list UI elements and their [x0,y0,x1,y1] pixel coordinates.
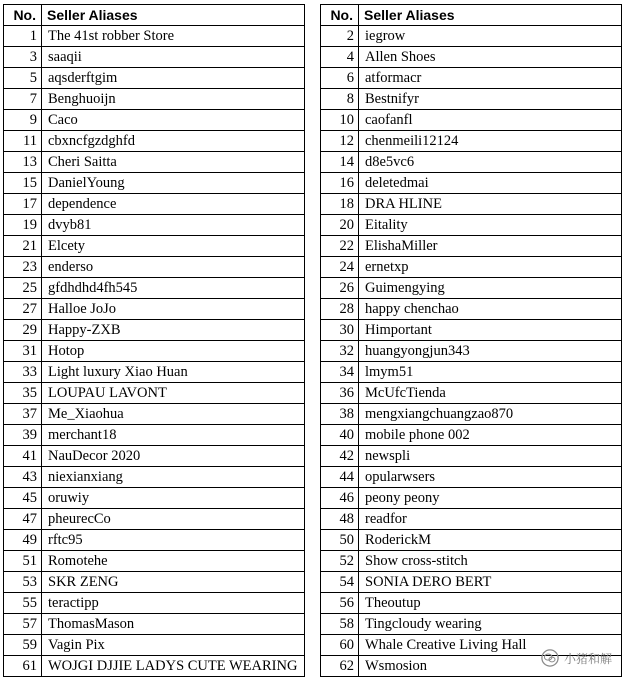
seller-alias: NauDecor 2020 [42,446,305,467]
row-number: 9 [4,110,42,131]
seller-alias: Happy-ZXB [42,320,305,341]
column-header-no: No. [4,5,42,26]
row-number: 2 [321,26,359,47]
row-number: 42 [321,446,359,467]
row-number: 62 [321,656,359,677]
seller-alias: caofanfl [359,110,622,131]
seller-alias: RoderickM [359,530,622,551]
seller-alias: Wsmosion [359,656,622,677]
row-number: 38 [321,404,359,425]
seller-alias: lmym51 [359,362,622,383]
seller-alias: dependence [42,194,305,215]
row-number: 23 [4,257,42,278]
row-number: 28 [321,299,359,320]
seller-alias: Vagin Pix [42,635,305,656]
row-number: 12 [321,131,359,152]
seller-alias: Hotop [42,341,305,362]
row-number: 48 [321,509,359,530]
table-row [321,47,622,68]
table-row [321,131,622,152]
seller-alias: newspli [359,446,622,467]
table-row [321,215,622,236]
row-number: 34 [321,362,359,383]
seller-alias: happy chenchao [359,299,622,320]
seller-alias: Halloe JoJo [42,299,305,320]
seller-alias: Theoutup [359,593,622,614]
seller-alias: SONIA DERO BERT [359,572,622,593]
row-number: 16 [321,173,359,194]
table-row [321,467,622,488]
seller-alias: Benghuoijn [42,89,305,110]
table-row [321,593,622,614]
table-row [321,173,622,194]
table-row [4,26,305,47]
seller-alias: atformacr [359,68,622,89]
seller-alias: ElishaMiller [359,236,622,257]
table-row [4,152,305,173]
seller-alias: Romotehe [42,551,305,572]
row-number: 22 [321,236,359,257]
table-row [4,68,305,89]
row-number: 13 [4,152,42,173]
table-row [321,446,622,467]
table-row [321,383,622,404]
seller-alias: merchant18 [42,425,305,446]
seller-alias: Me_Xiaohua [42,404,305,425]
table-row [4,488,305,509]
seller-alias: d8e5vc6 [359,152,622,173]
seller-alias: dvyb81 [42,215,305,236]
row-number: 24 [321,257,359,278]
seller-alias: Caco [42,110,305,131]
row-number: 33 [4,362,42,383]
seller-alias: Cheri Saitta [42,152,305,173]
table-row [4,131,305,152]
row-number: 40 [321,425,359,446]
seller-alias: opularwsers [359,467,622,488]
table-row [4,404,305,425]
seller-alias: teractipp [42,593,305,614]
seller-alias: Guimengying [359,278,622,299]
table-row [321,614,622,635]
row-number: 8 [321,89,359,110]
table-row [4,362,305,383]
row-number: 43 [4,467,42,488]
row-number: 61 [4,656,42,677]
row-number: 31 [4,341,42,362]
table-row [4,383,305,404]
row-number: 26 [321,278,359,299]
table-row [4,509,305,530]
table-row [321,530,622,551]
seller-alias: Light luxury Xiao Huan [42,362,305,383]
row-number: 14 [321,152,359,173]
table-row [321,488,622,509]
seller-alias: rftc95 [42,530,305,551]
table-row [321,236,622,257]
seller-alias: Allen Shoes [359,47,622,68]
table-row [4,89,305,110]
seller-alias-table-right [320,4,622,677]
row-number: 30 [321,320,359,341]
seller-alias: chenmeili12124 [359,131,622,152]
row-number: 15 [4,173,42,194]
seller-alias: Tingcloudy wearing [359,614,622,635]
seller-alias: mengxiangchuangzao870 [359,404,622,425]
table-row [4,47,305,68]
table-row [321,278,622,299]
table-row [321,26,622,47]
row-number: 54 [321,572,359,593]
row-number: 45 [4,488,42,509]
row-number: 5 [4,68,42,89]
seller-alias: readfor [359,509,622,530]
seller-alias: Eitality [359,215,622,236]
row-number: 52 [321,551,359,572]
table-row [4,614,305,635]
table-header-row [4,5,305,26]
table-body-right [321,26,622,677]
row-number: 27 [4,299,42,320]
seller-alias: enderso [42,257,305,278]
table-row [4,530,305,551]
row-number: 41 [4,446,42,467]
row-number: 19 [4,215,42,236]
watermark-text: 小猪和解 [563,651,612,666]
row-number: 46 [321,488,359,509]
table-row [321,194,622,215]
row-number: 44 [321,467,359,488]
table-row [4,425,305,446]
table-row [321,257,622,278]
row-number: 18 [321,194,359,215]
row-number: 56 [321,593,359,614]
row-number: 17 [4,194,42,215]
table-row [321,425,622,446]
table-row [321,509,622,530]
row-number: 49 [4,530,42,551]
table-row [321,404,622,425]
seller-alias: oruwiy [42,488,305,509]
seller-alias: deletedmai [359,173,622,194]
row-number: 35 [4,383,42,404]
wechat-icon [541,649,559,667]
seller-alias: iegrow [359,26,622,47]
seller-alias: Himportant [359,320,622,341]
table-row [4,110,305,131]
row-number: 39 [4,425,42,446]
table-row [4,173,305,194]
table-row [321,320,622,341]
seller-alias: cbxncfgzdghfd [42,131,305,152]
table-row [321,572,622,593]
seller-alias: pheurecCo [42,509,305,530]
seller-alias: saaqii [42,47,305,68]
table-header-row [321,5,622,26]
table-row [321,341,622,362]
table-body-left [4,26,305,677]
row-number: 37 [4,404,42,425]
seller-alias: Show cross-stitch [359,551,622,572]
row-number: 60 [321,635,359,656]
row-number: 20 [321,215,359,236]
watermark [541,649,612,667]
seller-alias: LOUPAU LAVONT [42,383,305,404]
table-row [4,320,305,341]
seller-alias: ernetxp [359,257,622,278]
table-row [4,299,305,320]
row-number: 7 [4,89,42,110]
seller-alias: Elcety [42,236,305,257]
table-row [4,236,305,257]
row-number: 4 [321,47,359,68]
row-number: 47 [4,509,42,530]
table-row [321,551,622,572]
row-number: 50 [321,530,359,551]
table-row [4,656,305,677]
table-row [321,110,622,131]
row-number: 57 [4,614,42,635]
row-number: 25 [4,278,42,299]
table-row [4,278,305,299]
seller-alias: DanielYoung [42,173,305,194]
table-row [4,551,305,572]
seller-alias: ThomasMason [42,614,305,635]
row-number: 6 [321,68,359,89]
table-row [4,194,305,215]
seller-alias: peony peony [359,488,622,509]
seller-alias: niexianxiang [42,467,305,488]
seller-alias: SKR ZENG [42,572,305,593]
seller-alias: McUfcTienda [359,383,622,404]
table-row [321,152,622,173]
table-row [4,572,305,593]
row-number: 58 [321,614,359,635]
seller-alias: mobile phone 002 [359,425,622,446]
table-row [4,467,305,488]
row-number: 32 [321,341,359,362]
table-row [321,362,622,383]
row-number: 53 [4,572,42,593]
row-number: 59 [4,635,42,656]
table-row [321,89,622,110]
column-header-no: No. [321,5,359,26]
row-number: 51 [4,551,42,572]
column-header-seller-aliases: Seller Aliases [42,5,305,26]
row-number: 21 [4,236,42,257]
row-number: 1 [4,26,42,47]
seller-alias: WOJGI DJJIE LADYS CUTE WEARING [42,656,305,677]
table-row [4,215,305,236]
row-number: 11 [4,131,42,152]
seller-alias: Bestnifyr [359,89,622,110]
seller-alias: huangyongjun343 [359,341,622,362]
table-row [321,68,622,89]
seller-alias: The 41st robber Store [42,26,305,47]
table-row [321,299,622,320]
seller-alias: aqsderftgim [42,68,305,89]
table-row [4,635,305,656]
column-header-seller-aliases: Seller Aliases [359,5,622,26]
row-number: 29 [4,320,42,341]
seller-alias: Whale Creative Living Hall [359,635,622,656]
table-row [4,257,305,278]
table-row [4,446,305,467]
row-number: 36 [321,383,359,404]
row-number: 3 [4,47,42,68]
row-number: 55 [4,593,42,614]
row-number: 10 [321,110,359,131]
table-row [4,341,305,362]
table-row [4,593,305,614]
seller-alias-table-left [3,4,305,677]
seller-alias: DRA HLINE [359,194,622,215]
seller-alias: gfdhdhd4fh545 [42,278,305,299]
